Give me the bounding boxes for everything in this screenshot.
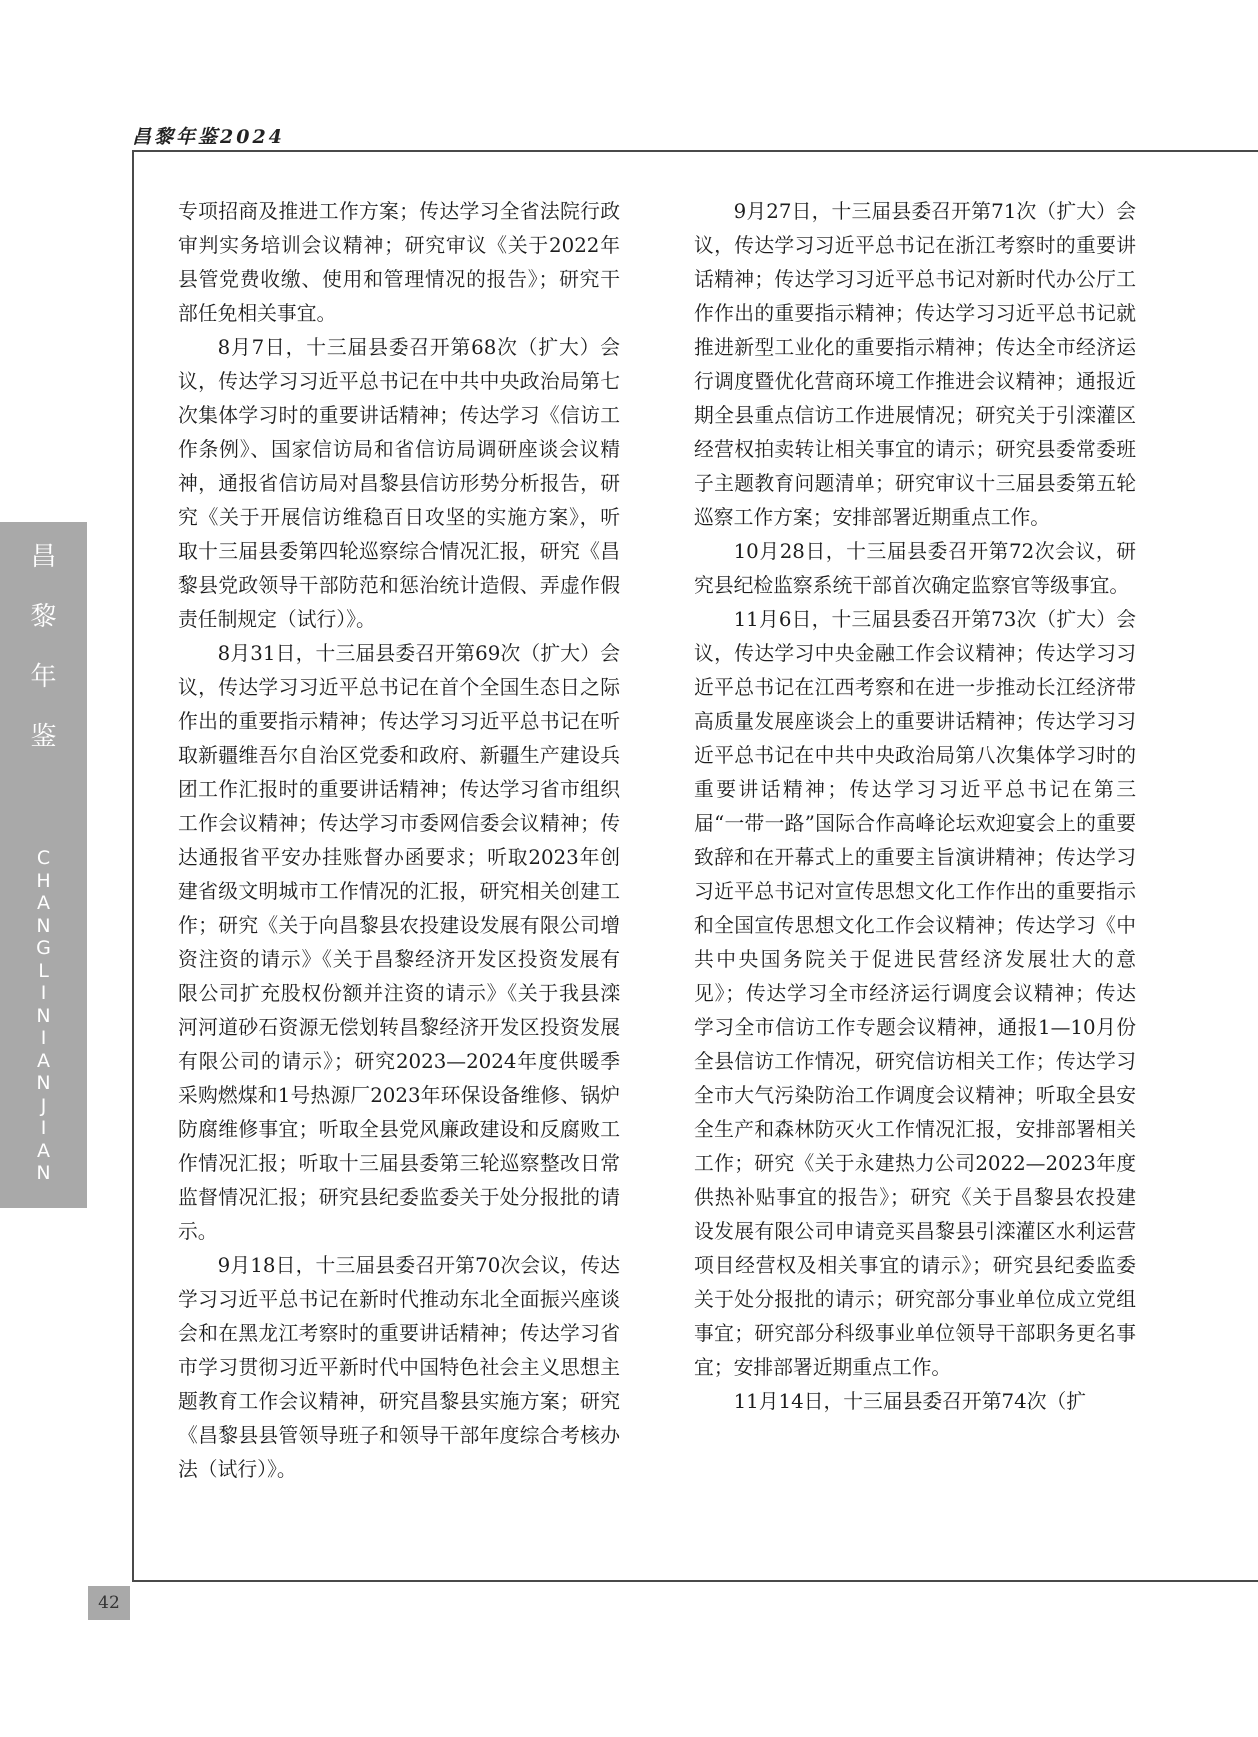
pinyin-letter: G [36, 937, 51, 959]
frame-left-rule [132, 150, 134, 1580]
paragraph: 9月27日，十三届县委召开第71次（扩大）会议，传达学习习近平总书记在浙江考察时的重要讲话精神；传达学习习近平总书记对新时代办公厅工作作出的重要指示精神；传达学习习近平总书记就推进新型工业化的重要指示精神；传达全市经济运行调度暨优化营商环境工作推进会议精神；通报近期全县重点信访工作进展情况；研究关于引滦灌区经营权拍卖转让相关事宜的请示；研究县委常委班子主题教育问题清单；研究审议十三届县委第五轮巡察工作方案；安排部署近期重点工作。 [694, 200, 1136, 529]
pinyin-letter: I [40, 982, 47, 1004]
side-char: 昌 [30, 542, 57, 572]
paragraph: 8月31日，十三届县委召开第69次（扩大）会议，传达学习习近平总书记在首个全国生态日之际作出的重要指示精神；传达学习习近平总书记在听取新疆维吾尔自治区党委和政府、新疆生产建设兵团工作汇报时的重要讲话精神；传达学习省市组织工作会议精神；传达学习市委网信委会议精神；传达通报省平安办挂账督办函要求；听取2023年创建省级文明城市工作情况的汇报，研究相关创建工作；研究《关于向昌黎县农投建设发展有限公司增资注资的请示》《关于昌黎经济开发区投资发展有限公司扩充股权份额并注资的请示》《关于我县滦河河道砂石资源无偿划转昌黎经济开发区投资发展有限公司的请示》；研究2023—2024年度供暖季采购燃煤和1号热源厂2023年环保设备维修、锅炉防腐维修事宜；听取全县党风廉政建设和反腐败工作情况汇报；听取十三届县委第三轮巡察整改日常监督情况汇报；研究县纪委监委关于处分报批的请示。 [178, 642, 620, 1243]
side-char: 黎 [30, 602, 57, 632]
pinyin-letter: L [38, 959, 49, 982]
side-tab-title [0, 542, 87, 782]
pinyin-letter: I [40, 1027, 47, 1049]
right-text-column [694, 195, 1136, 1419]
pinyin-letter: N [36, 1004, 51, 1027]
side-tab-pinyin [0, 847, 87, 1185]
pinyin-letter: N [36, 914, 51, 937]
paragraph: 11月6日，十三届县委召开第73次（扩大）会议，传达学习中央金融工作会议精神；传达学习习近平总书记在江西考察和在进一步推动长江经济带高质量发展座谈会上的重要讲话精神；传达学习习近平总书记在中共中央政治局第八次集体学习时的重要讲话精神；传达学习习近平总书记在第三届“一带一路”国际合作高峰论坛欢迎宴会上的重要致辞和在开幕式上的重要主旨演讲精神；传达学习习近平总书记对宣传思想文化工作作出的重要指示和全国宣传思想文化工作会议精神；传达学习《中共中央国务院关于促进民营经济发展壮大的意见》；传达学习全市经济运行调度会议精神；传达学习全市信访工作专题会议精神，通报1—10月份全县信访工作情况，研究信访相关工作；传达学习全市大气污染防治工作调度会议精神；听取全县安全生产和森林防灭火工作情况汇报，安排部署相关工作；研究《关于永建热力公司2022—2023年度供热补贴事宜的报告》；研究《关于昌黎县农投建设发展有限公司申请竞买昌黎县引滦灌区水利运营项目经营权及相关事宜的请示》；研究县纪委监委关于处分报批的请示；研究部分事业单位成立党组事宜；研究部分科级事业单位领导干部职务更名事宜；安排部署近期重点工作。 [694, 608, 1136, 1379]
pinyin-letter: N [36, 1162, 51, 1184]
pinyin-letter: H [36, 869, 51, 892]
pinyin-letter: C [36, 847, 51, 869]
pinyin-letter: I [40, 1117, 47, 1139]
pinyin-letter: J [40, 1094, 47, 1117]
paragraph: 11月14日，十三届县委召开第74次（扩 [733, 1390, 1087, 1413]
pinyin-letter: A [37, 1139, 50, 1162]
side-char: 年 [30, 662, 57, 692]
page-number: 42 [88, 1586, 130, 1620]
paragraph: 9月18日，十三届县委召开第70次会议，传达学习习近平总书记在新时代推动东北全面振兴座谈会和在黑龙江考察时的重要讲话精神；传达学习省市学习贯彻习近平新时代中国特色社会主义思想主题教育工作会议精神，研究昌黎县实施方案；研究《昌黎县县管领导班子和领导干部年度综合考核办法（试行）》。 [178, 1254, 620, 1481]
paragraph: 专项招商及推进工作方案；传达学习全省法院行政审判实务培训会议精神；研究审议《关于2022年县管党费收缴、使用和管理情况的报告》；研究干部任免相关事宜。 [178, 200, 620, 325]
pinyin-letter: N [36, 1072, 51, 1094]
frame-top-rule [132, 150, 1258, 152]
side-char: 鉴 [30, 722, 57, 752]
paragraph: 8月7日，十三届县委召开第68次（扩大）会议，传达学习习近平总书记在中共中央政治局第七次集体学习时的重要讲话精神；传达学习《信访工作条例》、国家信访局和省信访局调研座谈会议精神，通报省信访局对昌黎县信访形势分析报告，研究《关于开展信访维稳百日攻坚的实施方案》，听取十三届县委第四轮巡察综合情况汇报，研究《昌黎县党政领导干部防范和惩治统计造假、弄虚作假责任制规定（试行）》。 [178, 336, 620, 631]
pinyin-letter: A [37, 1049, 50, 1072]
frame-bottom-rule [132, 1580, 1258, 1582]
paragraph: 10月28日，十三届县委召开第72次会议，研究县纪检监察系统干部首次确定监察官等级事宜。 [694, 540, 1136, 597]
side-tab [0, 522, 87, 1208]
pinyin-letter: A [37, 892, 50, 914]
running-head-title: 昌黎年鉴2024 [132, 126, 285, 148]
left-text-column [178, 195, 620, 1487]
